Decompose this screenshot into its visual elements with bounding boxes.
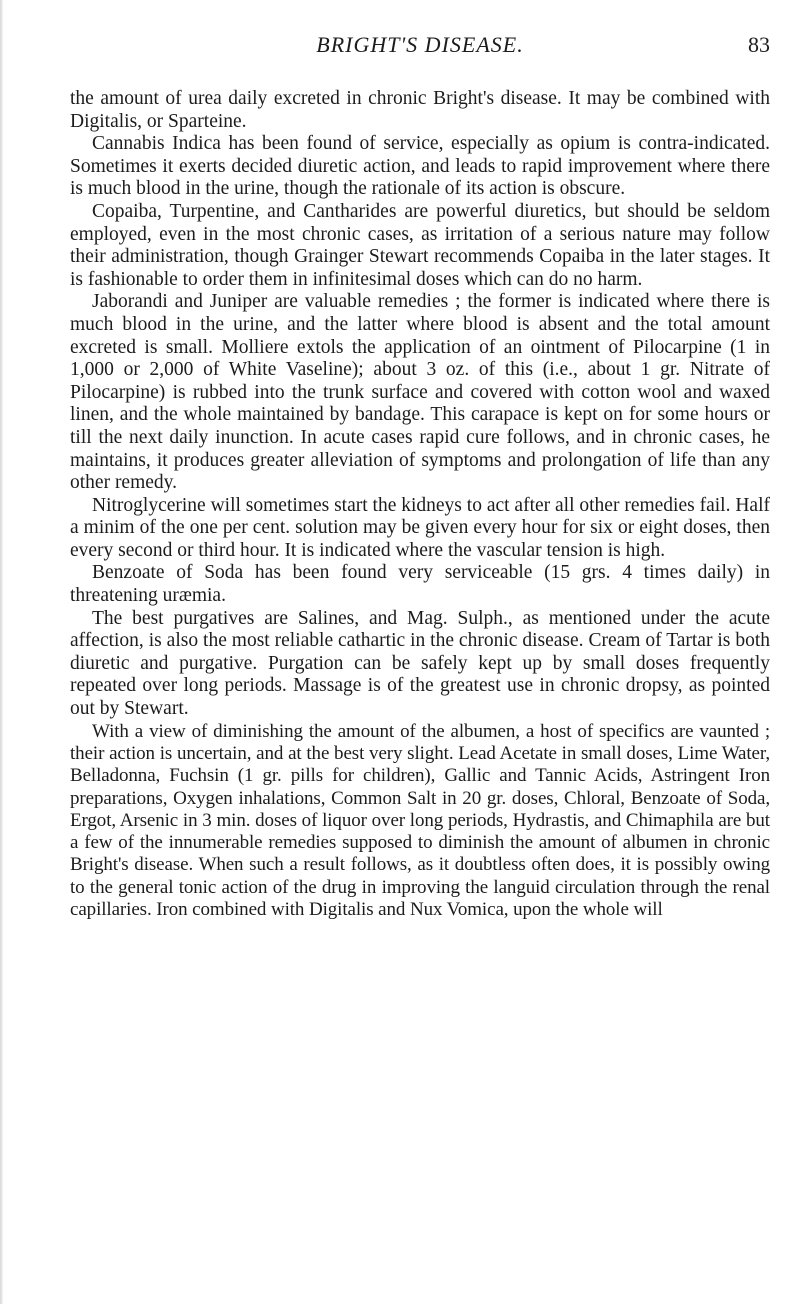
body-text	[70, 88, 770, 921]
paragraph-cannabis-indica: Cannabis Indica has been found of service, especially as opium is contra-indicated. Sometimes it exerts decided diuretic action, and leads to rapid improvement where there is much blood in the urine, though the rationale of its action is obscure.	[70, 133, 770, 200]
paragraph-benzoate-of-soda: Benzoate of Soda has been found very serviceable (15 grs. 4 times daily) in threatening uræmia.	[70, 562, 770, 607]
running-title: BRIGHT'S DISEASE.	[316, 32, 524, 57]
book-page	[70, 32, 770, 921]
paragraph-copaiba: Copaiba, Turpentine, and Cantharides are powerful diuretics, but should be seldom employed, even in the most chronic cases, as irritation of a serious nature may follow their administration, though Grainger Stewart recommends Copaiba in the later stages. It is fashionable to order them in infinitesimal doses which can do no harm.	[70, 200, 770, 290]
paragraph-urea: the amount of urea daily excreted in chronic Bright's disease. It may be combined with Digitalis, or Sparteine.	[70, 88, 770, 132]
paragraph-jaborandi: Jaborandi and Juniper are valuable remedies ; the former is indicated where there is much blood in the urine, and the latter where blood is absent and the total amount excreted is small. Molliere extols the application of an ointment of Pilocarpine (1 in 1,000 or 2,000 of White Vaseline); about 3 oz. of this (i.e., about 1 gr. Nitrate of Pilocarpine) is rubbed into the trunk surface and covered with cotton wool and waxed linen, and the whole maintained by bandage. This carapace is kept on for some hours or till the next daily inunction. In acute cases rapid cure follows, and in chronic cases, he maintains, it produces greater alleviation of symptoms and prolongation of life than any other remedy.	[70, 291, 770, 494]
page-gutter	[0, 0, 3, 1304]
paragraph-purgatives: The best purgatives are Salines, and Mag. Sulph., as mentioned under the acute affection, is also the most reliable cathartic in the chronic disease. Cream of Tartar is both diuretic and purgative. Purgation can be safely kept up by small doses frequently repeated over long periods. Massage is of the greatest use in chronic dropsy, as pointed out by Stewart.	[70, 607, 770, 720]
running-head	[70, 32, 770, 66]
paragraph-albumen-specifics: With a view of diminishing the amount of the albumen, a host of specifics are vaunted ; their action is uncertain, and at the best very slight. Lead Acetate in small doses, Lime Water, Belladonna, Fuchsin (1 gr. pills for children), Gallic and Tannic Acids, Astringent Iron preparations, Oxygen inhalations, Common Salt in 20 gr. doses, Chloral, Benzoate of Soda, Ergot, Arsenic in 3 min. doses of liquor over long periods, Hydrastis, and Chimaphila are but a few of the innumerable remedies supposed to diminish the amount of albumen in chronic Bright's disease. When such a result follows, as it doubtless often does, it is possibly owing to the general tonic action of the drug in improving the languid circulation through the renal capillaries. Iron combined with Digitalis and Nux Vomica, upon the whole will	[70, 720, 770, 920]
page-number: 83	[748, 32, 770, 57]
paragraph-nitroglycerine: Nitroglycerine will sometimes start the kidneys to act after all other remedies fail. Half a minim of the one per cent. solution may be given every hour for six or eight doses, then every second or third hour. It is indicated where the vascular tension is high.	[70, 494, 770, 561]
